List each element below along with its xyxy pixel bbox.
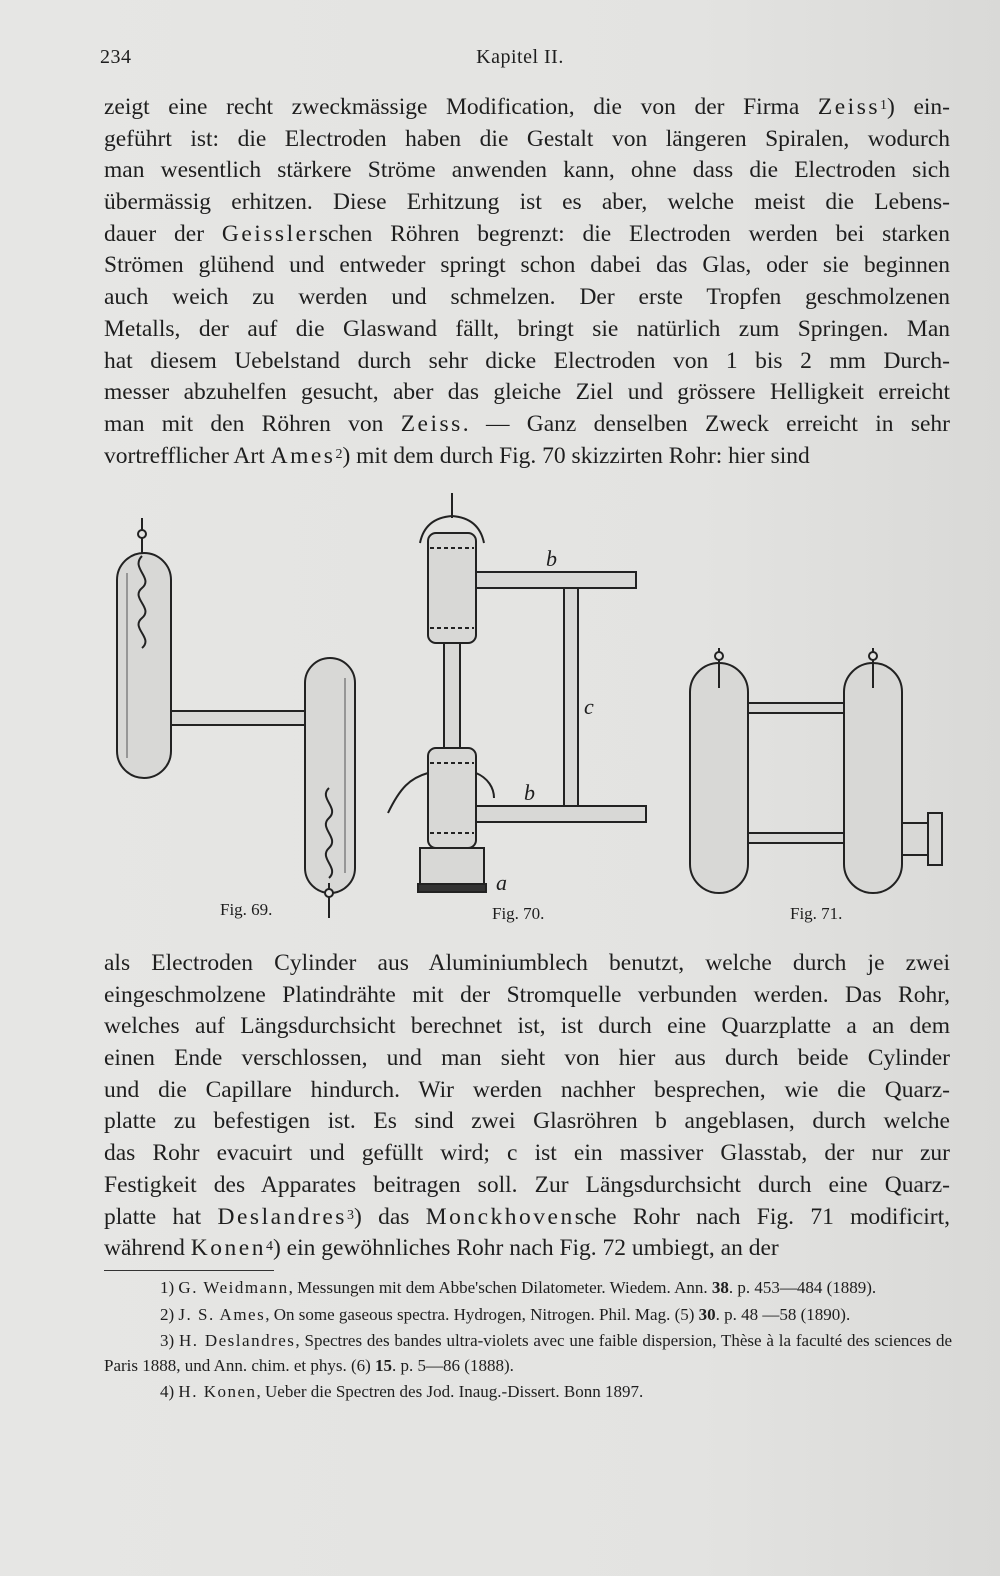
- label-a: a: [496, 870, 507, 895]
- text-run: eingeschmolzene Platindrähte mit der Stromquelle verbunden werden. Das Rohr,: [104, 981, 950, 1008]
- text-line: [104, 441, 950, 473]
- text-run: Festigkeit des Apparates beitragen soll. Zur Längsdurchsicht durch eine Quarz-: [104, 1171, 950, 1198]
- fig69-caption: Fig. 69.: [220, 900, 273, 919]
- footnote-ref: 2: [335, 446, 343, 462]
- fig71-drawing: [690, 648, 942, 893]
- author-name: Konen: [190, 1235, 266, 1262]
- footnote-rule: [104, 1270, 274, 1271]
- text-line: [104, 346, 950, 378]
- author-name: Deslandres: [217, 1203, 347, 1230]
- text-run: als Electroden Cylinder aus Aluminiumblech benutzt, welche durch je zwei: [104, 950, 950, 976]
- text-line: [104, 1170, 950, 1202]
- text-line: [104, 409, 950, 441]
- footnote: [104, 1380, 952, 1405]
- text-run: . — Ganz denselben Zweck erreicht in sehr: [462, 410, 950, 437]
- footnote-text: , Messungen mit dem Abbe'schen Dilatometer. Wiedem. Ann.: [288, 1278, 712, 1297]
- text-line: [104, 1138, 950, 1170]
- footnote: [104, 1276, 952, 1301]
- footnote: [104, 1329, 952, 1378]
- footnote-number: 1): [160, 1278, 179, 1297]
- fig70-caption: Fig. 70.: [492, 904, 545, 923]
- text-run: während: [104, 1235, 191, 1262]
- footnote-number: 4): [160, 1382, 179, 1401]
- figures-area: [100, 488, 960, 928]
- text-run: und die Capillare hindurch. Wir werden nachher besprechen, wie die Quarz-: [104, 1076, 950, 1103]
- footnote-pages: . p. 48 —58 (1890).: [715, 1304, 851, 1324]
- volume-number: 38: [711, 1278, 729, 1297]
- text-run: ) das: [353, 1203, 426, 1230]
- fig70-drawing: [388, 493, 646, 892]
- label-b-bottom: b: [524, 780, 535, 805]
- text-run: geführt ist: die Electroden haben die Gestalt von längeren Spiralen, wodurch: [104, 125, 950, 152]
- text-run: platte zu befestigen ist. Es sind zwei Glasröhren b angeblasen, durch welche: [104, 1108, 950, 1135]
- footnote-author: J. S. Ames: [178, 1304, 266, 1324]
- footnote-author: H. Konen: [178, 1382, 257, 1401]
- author-name: Geissler: [221, 220, 319, 247]
- text-run: das Rohr evacuirt und gefüllt wird; c ist ein massiver Glasstab, der nur zur: [104, 1140, 950, 1167]
- text-line: [104, 980, 950, 1012]
- text-run: Strömen glühend und entweder springt schon dabei das Glas, oder sie beginnen: [104, 252, 950, 279]
- text-line: [104, 1233, 950, 1265]
- text-line: [104, 250, 950, 282]
- paragraph-2: [104, 948, 950, 1265]
- text-run: hat diesem Uebelstand durch sehr dicke Electroden von 1 bis 2 mm Durch-: [104, 347, 950, 374]
- text-line: [104, 219, 950, 251]
- text-run: schen Röhren begrenzt: die Electroden werden bei starken: [318, 220, 950, 247]
- text-run: dauer der: [104, 220, 222, 247]
- text-line: [104, 377, 950, 409]
- footnote-text: , Ueber die Spectren des Jod. Inaug.-Dissert. Bonn 1897.: [256, 1382, 644, 1401]
- text-run: sche Rohr nach Fig. 71 modificirt,: [574, 1203, 950, 1230]
- author-name: Monckhoven: [425, 1203, 575, 1230]
- volume-number: 30: [698, 1304, 716, 1324]
- text-run: vortrefflicher Art: [104, 442, 271, 469]
- author-name: Ames: [270, 442, 336, 469]
- text-run: messer abzuhelfen gesucht, aber das gleiche Ziel und grössere Helligkeit erreicht: [104, 379, 950, 406]
- text-line: [104, 1202, 950, 1234]
- text-run: Metalls, der auf die Glaswand fällt, bringt sie natürlich zum Springen. Man: [104, 315, 950, 342]
- text-line: [104, 124, 950, 156]
- text-run: auch weich zu werden und schmelzen. Der erste Tropfen geschmolzenen: [104, 284, 950, 311]
- text-line: [104, 1043, 950, 1075]
- text-run: ) ein gewöhnliches Rohr nach Fig. 72 umbiegt, an der: [272, 1235, 779, 1262]
- fig69-drawing: [117, 518, 355, 918]
- text-line: [104, 92, 950, 124]
- text-line: [104, 187, 950, 219]
- text-run: man wesentlich stärkere Ströme anwenden kann, ohne dass die Electroden sich: [104, 157, 950, 184]
- text-line: [104, 314, 950, 346]
- footnote-text: , Spectres des bandes ultra-violets avec une faible dispersion, Thèse à la faculté des sciences de Paris 1888, und Ann. chim. et phys. (6): [104, 1331, 952, 1375]
- text-run: einen Ende verschlossen, und man sieht von hier aus durch beide Cylinder: [104, 1045, 950, 1072]
- text-run: man mit den Röhren von: [104, 410, 401, 437]
- text-run: platte hat: [104, 1203, 218, 1230]
- footnote-number: 2): [160, 1304, 179, 1324]
- text-run: ) mit dem durch Fig. 70 skizzirten Rohr: hier sind: [342, 442, 810, 469]
- footnote-pages: . p. 453—484 (1889).: [728, 1278, 877, 1297]
- footnote-ref: 4: [265, 1239, 273, 1255]
- text-line: [104, 1075, 950, 1107]
- text-line: [104, 282, 950, 314]
- footnote-text: , On some gaseous spectra. Hydrogen, Nitrogen. Phil. Mag. (5): [265, 1304, 699, 1324]
- footnotes: [104, 1276, 952, 1407]
- figures-drawing: [100, 488, 960, 928]
- text-run: ) ein-: [887, 94, 950, 120]
- author-name: Zeiss: [400, 410, 463, 437]
- footnote-number: 3): [160, 1331, 179, 1350]
- volume-number: 15: [375, 1355, 393, 1375]
- text-line: [104, 1011, 950, 1043]
- text-run: zeigt eine recht zweckmässige Modification, die von der Firma: [104, 94, 818, 120]
- label-c: c: [584, 694, 594, 719]
- footnote-ref: 1: [880, 98, 887, 113]
- text-run: welches auf Längsdurchsicht berechnet ist, ist durch eine Quarzplatte a an dem: [104, 1013, 950, 1040]
- footnote-pages: . p. 5—86 (1888).: [392, 1355, 514, 1375]
- page-header: [100, 46, 940, 74]
- text-line: [104, 155, 950, 187]
- chapter-title: Kapitel II.: [476, 46, 564, 68]
- label-b-top: b: [546, 546, 557, 571]
- footnote-author: G. Weidmann: [178, 1278, 289, 1297]
- paragraph-1: [104, 92, 950, 472]
- page-number: 234: [100, 46, 132, 68]
- fig71-caption: Fig. 71.: [790, 904, 843, 923]
- footnote: [104, 1303, 952, 1328]
- footnote-author: H. Deslandres: [179, 1331, 296, 1350]
- author-name: Zeiss: [817, 94, 880, 120]
- text-run: übermässig erhitzen. Diese Erhitzung ist es aber, welche meist die Lebens-: [104, 189, 950, 216]
- text-line: [104, 1106, 950, 1138]
- text-line: [104, 948, 950, 980]
- footnote-ref: 3: [346, 1207, 354, 1223]
